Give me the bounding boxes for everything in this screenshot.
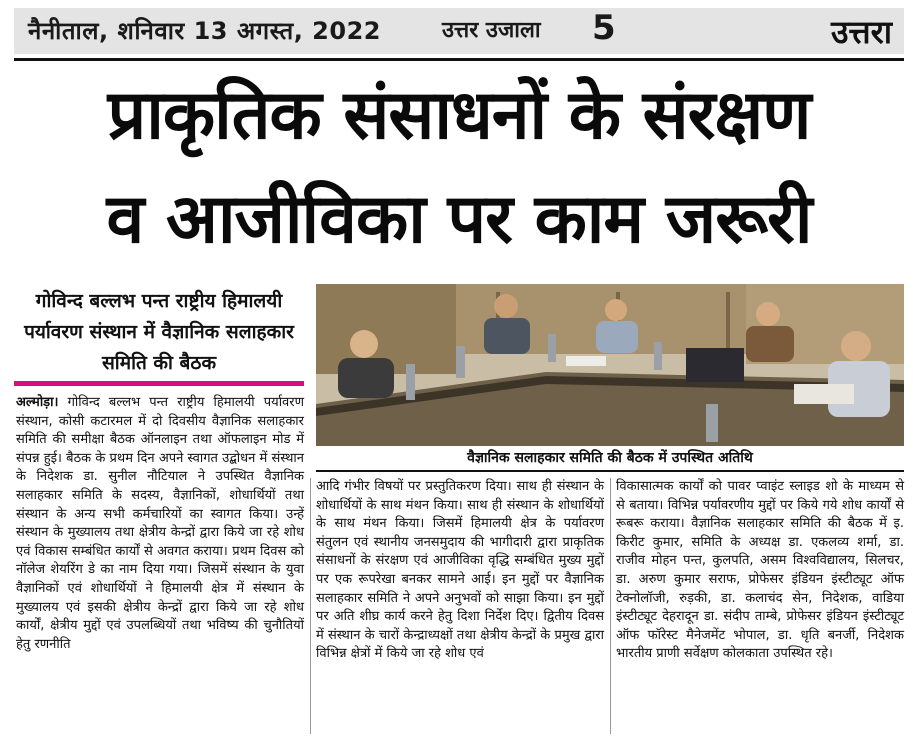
article-text-1: गोविन्द बल्लभ पन्त राष्ट्रीय हिमालयी पर्यावरण संस्थान, कोसी कटारमल में दो दिवसीय वैज्ञानिक सलाहकार समिति की समीक्षा बैठक ऑनलाइन तथा ऑफलाइन मोड में संपन्न हुई। बैठक के प्रथम दिन अपने स्वागत उद्बोधन में संस्थान के निदेशक डा. सुनील नौटियाल ने उपस्थित वैज्ञानिक सलाहकार समिति के सदस्य, वैज्ञानिकों, शोधार्थियों तथा संस्थान के अन्य सभी कर्मचारियों का स्वागत किया। उन्हें संस्थान के मुख्यालय तथा क्षेत्रीय केन्द्रों द्वारा किये जा रहे शोध एवं विकास सम्बंधित कार्यों से अवगत कराया। प्रथम दिवस को नॉलेज शेयरिंग डे का नाम दिया गया। जिसमें संस्थान के युवा वैज्ञानिकों एवं शोधार्थियों ने हिमालयी क्षेत्र में संस्थान के मुख्यालय एवं इसकी क्षेत्रीय केन्द्रों द्वारा किये जा रहे शोध कार्यों, क्षेत्रीय मुद्दों एवं उपलब्धियों तथा भविष्य की चुनौतियों हेतु रणनीति: [16, 395, 305, 652]
caption-rule: [316, 470, 904, 472]
article-column-3: [616, 478, 904, 664]
accent-rule: [14, 381, 304, 386]
paper-name: उत्तर उजाला: [442, 18, 541, 43]
headline-line-2: व आजीविका पर काम जरूरी: [106, 180, 812, 259]
article-text-3: विकासात्मक कार्यों को पावर प्वाइंट स्लाइड शो के माध्यम से से बताया। विभिन्न पर्यावरणीय मुद्दों पर किये गये शोध कार्यों से रूबरू कराया। वैज्ञानिक सलाहकार समिति की बैठक में इ. किरीट कुमार, समिति के अध्यक्ष डा. एकलव्य शर्मा, डा. राजीव मोहन पन्त, कुलपति, असम विश्वविद्यालय, सिलचर, डा. अरुण कुमार सराफ, प्रोफेसर इंडियन इंस्टीट्यूट ऑफ टेक्नोलॉजी, रुड़की, डा. कलाचंद सेन, निदेशक, वाडिया इंस्टीट्यूट देहरादून डा. संदीप ताम्बे, प्रोफेसर इंडियन इंस्टीट्यूट ऑफ फॉरेस्ट मैनेजमेंट भोपाल, डा. धृति बनर्जी, निदेशक भारतीय प्राणी सर्वेक्षण कोलकाता उपस्थित रहे।: [616, 479, 904, 662]
meeting-photo: [316, 284, 904, 446]
column-divider: [610, 478, 611, 734]
headline-line-1: प्राकृतिक संसाधनों के संरक्षण: [107, 76, 811, 155]
place-date: नैनीताल, शनिवार 13 अगस्त, 2022: [28, 17, 381, 45]
photo-caption: वैज्ञानिक सलाहकार समिति की बैठक में उपस्थित अतिथि: [467, 450, 753, 466]
article-column-1: [16, 394, 304, 654]
dateline: अल्मोड़ा।: [16, 395, 59, 410]
masthead-rule: [14, 58, 904, 61]
column-divider: [310, 478, 311, 734]
page-number: 5: [592, 8, 616, 48]
masthead-bar: [14, 8, 904, 54]
section-name: उत्तरा: [830, 13, 892, 51]
article-column-2: [316, 478, 604, 664]
article-text-2: आदि गंभीर विषयों पर प्रस्तुतिकरण दिया। साथ ही संस्थान के शोधार्थियों के साथ मंथन किया। साथ ही संस्थान के शोधार्थियों के साथ मंथन किया। जिसमें हिमालयी क्षेत्र के पर्यावरण संतुलन एवं स्थानीय जनसमुदाय की भागीदारी द्वारा प्राकृतिक संसाधनों के संरक्षण एवं आजीविका वृद्धि सम्बंधित मुख्य मुद्दों पर एक रूपरेखा बनकर सामने आई। इन मुद्दों पर वैज्ञानिक सलाहकार समिति ने अपने अनुभवों को साझा किया। इन मुद्दों पर अति शीघ्र कार्य करने हेतु दिशा निर्देश दिए। द्वितीय दिवस में संस्थान के चारों केन्द्राध्यक्षों तथा क्षेत्रीय केन्द्रों के प्रमुख द्वारा विभिन्न क्षेत्रों में किये जा रहे शोध एवं: [316, 479, 604, 662]
subheadline: गोविन्द बल्लभ पन्त राष्ट्रीय हिमालयी पर्यावरण संस्थान में वैज्ञानिक सलाहकार समिति की बैठक: [24, 290, 294, 374]
